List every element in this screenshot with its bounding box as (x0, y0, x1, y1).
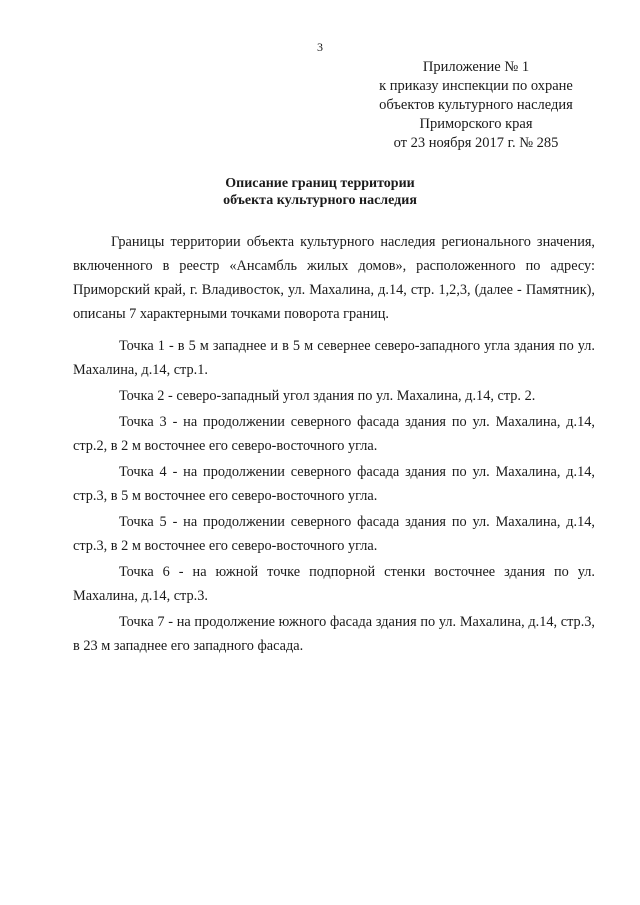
intro-paragraph: Границы территории объекта культурного наследия регионального значения, включенного в реестр «Ансамбль жилых домов», расположенного по адресу: Приморский край, г. Владивосток, ул. Махалина, д.14, стр. 1,2,3, (далее - Памятник), описаны 7 характерными точками поворота границ. (73, 234, 595, 322)
appendix-line: к приказу инспекции по охране (379, 78, 573, 94)
point-paragraph: Точка 4 - на продолжении северного фасада здания по ул. Махалина, д.14, стр.3, в 5 м восточнее его северо-восточного угла. (73, 464, 595, 504)
title-line: объекта культурного наследия (223, 193, 417, 208)
point-paragraph: Точка 3 - на продолжении северного фасада здания по ул. Махалина, д.14, стр.2, в 2 м восточнее его северо-восточного угла. (73, 414, 595, 454)
document-title (0, 175, 640, 209)
appendix-line: Приморского края (419, 116, 533, 132)
appendix-line: объектов культурного наследия (379, 97, 573, 113)
point-paragraph: Точка 1 - в 5 м западнее и в 5 м севернее северо-западного угла здания по ул. Махалина, д.14, стр.1. (73, 338, 595, 378)
page-number: 3 (317, 40, 323, 54)
title-line: Описание границ территории (225, 176, 415, 191)
document-body (73, 230, 595, 660)
point-paragraph: Точка 5 - на продолжении северного фасада здания по ул. Махалина, д.14, стр.3, в 2 м восточнее его северо-восточного угла. (73, 514, 595, 554)
point-paragraph: Точка 2 - северо-западный угол здания по ул. Махалина, д.14, стр. 2. (119, 388, 536, 404)
appendix-line: от 23 ноября 2017 г. № 285 (393, 135, 559, 151)
point-paragraph: Точка 6 - на южной точке подпорной стенки восточнее здания по ул. Махалина, д.14, стр.3. (73, 564, 595, 604)
appendix-line: Приложение № 1 (422, 59, 530, 75)
appendix-header (356, 58, 596, 153)
point-paragraph: Точка 7 - на продолжение южного фасада здания по ул. Махалина, д.14, стр.3, в 23 м западнее его западного фасада. (73, 614, 595, 654)
